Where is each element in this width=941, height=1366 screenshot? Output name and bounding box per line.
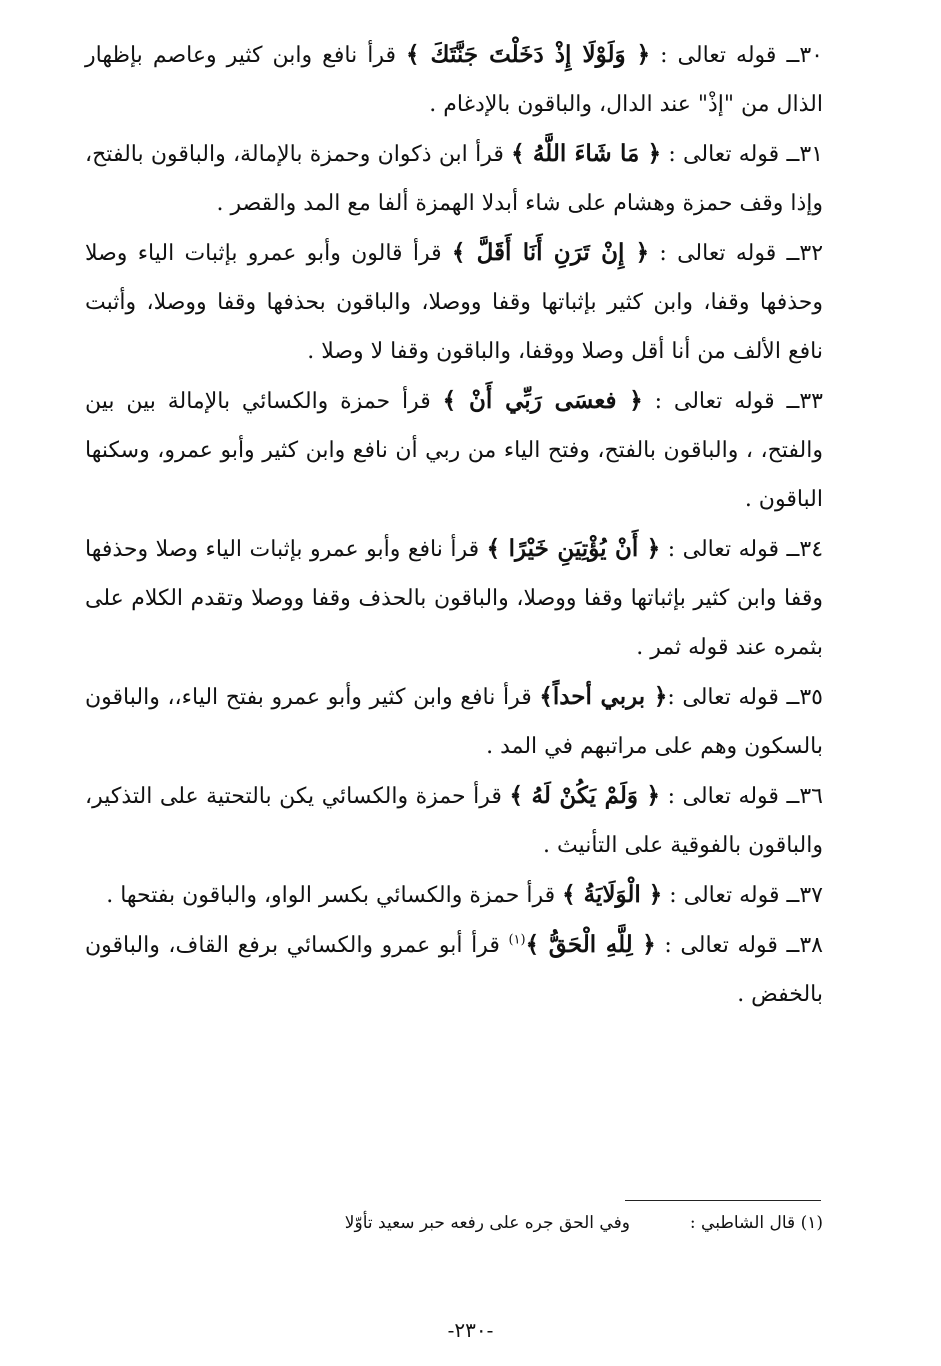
paragraph-lead: ٣٥ــ قوله تعالى :	[667, 685, 823, 710]
paragraph-lead: ٣٧ــ قوله تعالى :	[662, 883, 823, 908]
quran-verse: ﴿ بربي أحداً﴾	[539, 683, 668, 710]
footnote-verse: وفي الحق جره على رفعه حبر سعيد تأوّلا	[344, 1213, 630, 1233]
paragraph-lead: ٣٢ــ قوله تعالى :	[649, 241, 824, 266]
paragraph-38	[85, 920, 823, 1019]
paragraph-37	[85, 870, 823, 920]
paragraph-31	[85, 129, 823, 228]
paragraph-body: قرأ ابن ذكوان وحمزة بالإمالة، والباقون بالفتح، وإذا وقف حمزة وهشام على شاء أبدلا الهمزة ألفا مع المد والقصر .	[85, 142, 823, 216]
paragraph-lead: ٣٠ــ قوله تعالى :	[650, 43, 823, 68]
main-text	[85, 30, 823, 1019]
paragraph-body: قرأ نافع وابن كثير وأبو عمرو بفتح الياء،، والباقون بالسكون وهم على مراتبهم في المد .	[85, 685, 823, 759]
paragraph-lead: ٣٦ــ قوله تعالى :	[660, 784, 823, 809]
paragraph-30	[85, 30, 823, 129]
paragraph-body: قرأ نافع وابن كثير وعاصم بإظهار الذال من "إذْ" عند الدال، والباقون بالإدغام .	[85, 43, 823, 117]
footnote-label: (١) قال الشاطبي :	[689, 1213, 823, 1233]
paragraph-33	[85, 376, 823, 524]
quran-verse: ﴿ وَلَمْ يَكُنْ لَهُ ﴾	[509, 782, 661, 809]
paragraph-34	[85, 524, 823, 672]
footnote-divider	[625, 1200, 821, 1201]
paragraph-35	[85, 672, 823, 771]
paragraph-36	[85, 771, 823, 870]
paragraph-body: قرأ نافع وأبو عمرو بإثبات الياء وصلا وحذفها وقفا وابن كثير بإثباتها وقفا ووصلا، والباقون بالحذف وقفا ووصلا وتقدم الكلام على بثمره عند قوله ثمر .	[85, 537, 823, 660]
paragraph-body: قرأ قالون وأبو عمرو بإثبات الياء وصلا وحذفها وقفا، وابن كثير بإثباتها وقفا ووصلا، والباقون بحذفها وقفا ووصلا، وأثبت نافع الألف من أنا أقل وصلا ووقفا، والباقون وقفا لا وصلا .	[85, 241, 823, 364]
quran-verse: ﴿ إِنْ تَرَنِ أَنَا أَقَلَّ ﴾	[451, 239, 650, 266]
paragraph-body: قرأ أبو عمرو والكسائي برفع القاف، والباقون بالخفض .	[85, 933, 823, 1007]
quran-verse: ﴿ أَنْ يُؤْتِيَنِ خَيْرًا ﴾	[486, 535, 661, 562]
paragraph-lead: ٣٨ــ قوله تعالى :	[655, 933, 823, 958]
footnote-marker[interactable]: (١)	[508, 932, 526, 948]
quran-verse: ﴿ وَلَوْلَا إِذْ دَخَلْتَ جَنَّتَكَ ﴾	[406, 41, 651, 68]
quran-verse: ﴿ لِلَّهِ الْحَقُّ ﴾	[525, 931, 656, 958]
paragraph-32	[85, 228, 823, 376]
paragraph-body: قرأ حمزة والكسائي بكسر الواو، والباقون بفتحها .	[106, 883, 563, 908]
quran-verse: ﴿ فعسَى رَبِّي أَنْ ﴾	[442, 387, 643, 414]
quran-verse: ﴿ مَا شَاءَ اللَّهُ ﴾	[511, 140, 662, 167]
footnote	[85, 1208, 823, 1238]
page-number: -٢٣٠-	[447, 1318, 494, 1342]
paragraph-lead: ٣١ــ قوله تعالى :	[661, 142, 824, 167]
paragraph-body: قرأ حمزة والكسائي بالإمالة بين بين والفتح، ، والباقون بالفتح، وفتح الياء من ربي أن نافع وابن كثير وأبو عمرو، وسكنها الباقون .	[85, 389, 823, 512]
quran-verse: ﴿ الْوَلَايَةُ ﴾	[562, 881, 663, 908]
paragraph-lead: ٣٣ــ قوله تعالى :	[642, 389, 823, 414]
paragraph-body: قرأ حمزة والكسائي يكن بالتحتية على التذكير، والباقون بالفوقية على التأنيث .	[85, 784, 823, 858]
paragraph-lead: ٣٤ــ قوله تعالى :	[660, 537, 824, 562]
